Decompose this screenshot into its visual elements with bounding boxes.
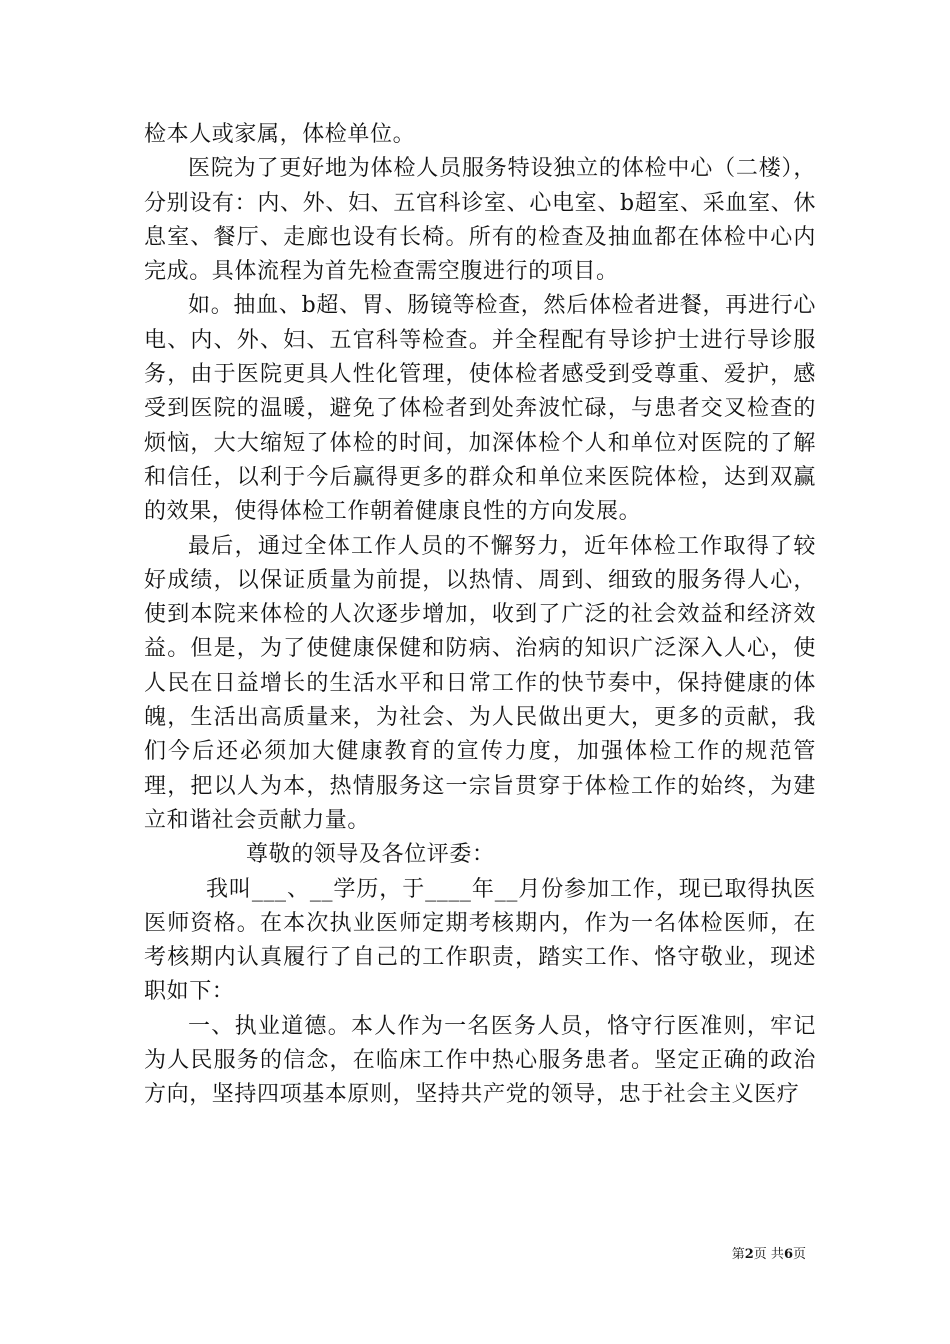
page-number-footer <box>732 1246 806 1264</box>
paragraph-ethics: 一、执业道德。本人作为一名医务人员，恪守行医准则，牢记为人民服务的信念，在临床工作中热心服务患者。坚定正确的政治方向，坚持四项基本原则，坚持共产党的领导，忠于社会主义医疗 <box>144 1013 816 1108</box>
footer-suffix: 页 <box>792 1247 806 1262</box>
current-page-number: 2 <box>744 1247 754 1262</box>
document-body <box>144 118 816 1113</box>
paragraph-2: 医院为了更好地为体检人员服务特设独立的体检中心（二楼），分别设有：内、外、妇、五官科诊室、心电室、b超室、采血室、休息室、餐厅、走廊也设有长椅。所有的检查及抽血都在体检中心内完成。具体流程为首先检查需空腹进行的项目。 <box>144 156 816 285</box>
footer-prefix: 第 <box>731 1247 745 1262</box>
paragraph-4: 最后，通过全体工作人员的不懈努力，近年体检工作取得了较好成绩，以保证质量为前提，以热情、周到、细致的服务得人心，使到本院来体检的人次逐步增加，收到了广泛的社会效益和经济效益。但是，为了使健康保健和防病、治病的知识广泛深入人心，使人民在日益增长的生活水平和日常工作的快节奏中，保持健康的体魄，生活出高质量来，为社会、为人民做出更大，更多的贡献，我们今后还必须加大健康教育的宣传力度，加强体检工作的规范管理，把以人为本，热情服务这一宗旨贯穿于体检工作的始终，为建立和谐社会贡献力量。 <box>144 533 816 833</box>
total-page-number: 6 <box>783 1247 793 1262</box>
paragraph-1: 检本人或家属，体检单位。 <box>144 122 416 147</box>
paragraph-intro: 我叫___、__学历，于____年__月份参加工作，现已取得执医医师资格。在本次执业医师定期考核期内，作为一名体检医师，在考核期内认真履行了自己的工作职责，踏实工作、恪守敬业，现述职如下： <box>144 876 816 1005</box>
paragraph-3: 如。抽血、b超、胃、肠镜等检查，然后体检者进餐，再进行心电、内、外、妇、五官科等检查。并全程配有导诊护士进行导诊服务，由于医院更具人性化管理，使体检者感受到受尊重、爱护，感受到医院的温暖，避免了体检者到处奔波忙碌，与患者交叉检查的烦恼，大大缩短了体检的时间，加深体检个人和单位对医院的了解和信任，以利于今后赢得更多的群众和单位来医院体检，达到双赢的效果，使得体检工作朝着健康良性的方向发展。 <box>144 293 816 525</box>
footer-middle: 页 共 <box>753 1247 784 1262</box>
salutation: 尊敬的领导及各位评委： <box>246 842 495 868</box>
